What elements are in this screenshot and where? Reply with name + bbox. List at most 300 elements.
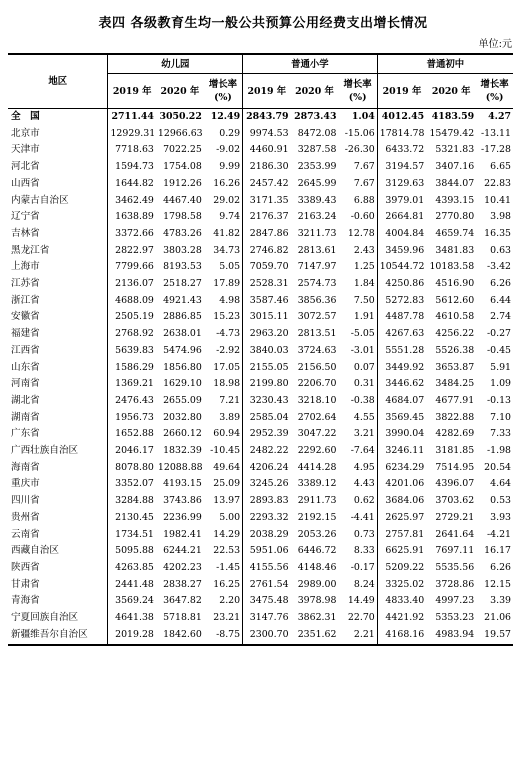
value-cell: 4256.22: [435, 328, 475, 340]
value-cell: 6.65: [490, 161, 511, 173]
value-cell: 17814.78: [379, 127, 425, 139]
value-cell: 6433.72: [385, 144, 425, 156]
value-cell: 2482.22: [249, 445, 289, 457]
value-cell: 2199.80: [249, 378, 289, 390]
value-cell: 5095.88: [115, 545, 154, 557]
value-cell: 2038.29: [249, 528, 289, 540]
value-cell: 1638.89: [115, 211, 154, 223]
group-header-junior: 普通初中: [377, 54, 513, 74]
value-cell: 2353.99: [297, 161, 337, 173]
value-cell: 8078.80: [115, 461, 154, 473]
value-cell: 10544.72: [379, 261, 425, 273]
value-cell: 3459.96: [385, 244, 425, 256]
value-cell: -0.45: [486, 344, 511, 356]
value-cell: 3684.06: [385, 495, 425, 507]
value-cell: -2.92: [204, 343, 243, 360]
value-cell: 3569.45: [385, 411, 425, 423]
value-cell: 4250.86: [385, 278, 425, 290]
col-header-year2019: 2019 年: [382, 85, 422, 97]
value-cell: 4641.38: [115, 612, 154, 624]
value-cell: 17.05: [204, 360, 243, 377]
value-cell: 16.35: [484, 227, 511, 239]
value-cell: 3653.87: [435, 361, 475, 373]
region-cell: 四川省: [8, 493, 108, 510]
region-cell: 河南省: [8, 376, 108, 393]
value-cell: 22.53: [204, 543, 243, 560]
col-header-year2020: 2020 年: [431, 85, 471, 97]
value-cell: 4467.40: [163, 194, 202, 206]
value-cell: 3352.07: [115, 478, 154, 490]
value-cell: 6.44: [490, 294, 511, 306]
table-row: [8, 293, 513, 310]
table-row: [8, 627, 513, 645]
value-cell: 7.67: [338, 159, 377, 176]
col-header-growth: 增长率(%): [204, 74, 243, 109]
value-cell: 2813.61: [297, 244, 337, 256]
table-row: [8, 209, 513, 226]
value-cell: 2664.81: [385, 211, 425, 223]
value-cell: 3325.02: [385, 578, 425, 590]
value-cell: 1.04: [338, 109, 377, 126]
value-cell: 2441.48: [115, 578, 154, 590]
value-cell: 16.26: [204, 176, 243, 193]
value-cell: 0.62: [338, 493, 377, 510]
region-cell: 湖北省: [8, 393, 108, 410]
value-cell: 7.67: [338, 176, 377, 193]
value-cell: 2046.17: [115, 445, 154, 457]
value-cell: 0.29: [204, 126, 243, 143]
group-header-primary: 普通小学: [243, 54, 378, 74]
region-cell: 河北省: [8, 159, 108, 176]
value-cell: 16.25: [204, 577, 243, 594]
value-cell: 4983.94: [426, 627, 476, 645]
value-cell: 4206.24: [249, 461, 289, 473]
value-cell: 2638.01: [163, 328, 202, 340]
value-cell: 34.73: [204, 243, 243, 260]
value-cell: 2847.86: [249, 227, 289, 239]
value-cell: 3.89: [204, 410, 243, 427]
value-cell: 4201.06: [385, 478, 425, 490]
value-cell: 2.43: [338, 243, 377, 260]
value-cell: 3389.43: [297, 194, 337, 206]
value-cell: 2585.04: [249, 411, 289, 423]
value-cell: 4012.45: [381, 111, 425, 122]
value-cell: 2.20: [204, 593, 243, 610]
value-cell: 2711.44: [111, 111, 154, 122]
value-cell: 18.98: [204, 376, 243, 393]
value-cell: 15.23: [204, 309, 243, 326]
unit-label: 单位:元: [478, 39, 512, 50]
value-cell: 2192.15: [297, 511, 337, 523]
value-cell: 5.05: [204, 259, 243, 276]
value-cell: 1652.88: [115, 428, 154, 440]
value-cell: 1832.39: [163, 445, 202, 457]
value-cell: 7022.25: [163, 144, 202, 156]
value-cell: 3803.28: [163, 244, 202, 256]
value-cell: 49.64: [204, 460, 243, 477]
table-row: [8, 393, 513, 410]
value-cell: 15479.42: [429, 127, 475, 139]
value-cell: 60.94: [204, 426, 243, 443]
table-row: [8, 476, 513, 493]
value-cell: 3.39: [490, 595, 511, 607]
value-cell: 7514.95: [435, 461, 475, 473]
table-body: [8, 109, 513, 645]
value-cell: 4610.58: [435, 311, 475, 323]
table-row: [8, 410, 513, 427]
value-cell: 3050.22: [159, 111, 202, 122]
value-cell: 4148.46: [297, 561, 337, 573]
value-cell: 5551.28: [385, 344, 425, 356]
value-cell: 19.57: [476, 627, 513, 645]
value-cell: 3862.31: [297, 612, 337, 624]
value-cell: 4516.90: [435, 278, 475, 290]
value-cell: 4414.28: [297, 461, 337, 473]
value-cell: 3211.73: [297, 227, 337, 239]
value-cell: 2206.70: [297, 378, 337, 390]
value-cell: 0.63: [490, 244, 511, 256]
value-cell: 4168.16: [377, 627, 426, 645]
table-row: [8, 276, 513, 293]
table-row: [8, 126, 513, 143]
table-row: [8, 259, 513, 276]
col-header-year2020: 2020 年: [295, 85, 334, 97]
region-cell: 安徽省: [8, 309, 108, 326]
value-cell: -17.28: [480, 144, 511, 156]
value-cell: 3245.26: [249, 478, 289, 490]
region-cell: 山东省: [8, 360, 108, 377]
value-cell: 3246.11: [385, 445, 425, 457]
region-cell: 浙江省: [8, 293, 108, 310]
value-cell: 2757.81: [385, 528, 425, 540]
value-cell: -1.45: [204, 560, 243, 577]
value-cell: 3703.62: [435, 495, 475, 507]
value-cell: 1629.10: [163, 378, 202, 390]
value-cell: 5209.22: [385, 561, 425, 573]
value-cell: 22.83: [484, 177, 511, 189]
table-row: [8, 142, 513, 159]
value-cell: 2.74: [490, 311, 511, 323]
value-cell: 17.89: [204, 276, 243, 293]
col-header-year2019: 2019 年: [247, 85, 287, 97]
value-cell: 3840.03: [249, 344, 289, 356]
value-cell: 7.21: [204, 393, 243, 410]
value-cell: 7718.63: [115, 144, 154, 156]
value-cell: 2645.99: [297, 177, 337, 189]
value-cell: 4263.85: [115, 561, 154, 573]
value-cell: 3147.76: [249, 612, 289, 624]
value-cell: 3.93: [490, 511, 511, 523]
value-cell: 2505.19: [115, 311, 154, 323]
value-cell: 2893.83: [249, 495, 289, 507]
value-cell: -4.73: [204, 326, 243, 343]
value-cell: 1798.58: [163, 211, 202, 223]
value-cell: -7.64: [338, 443, 377, 460]
value-cell: 4202.23: [163, 561, 202, 573]
region-cell: 辽宁省: [8, 209, 108, 226]
value-cell: 3844.07: [435, 177, 475, 189]
value-cell: 2476.43: [115, 394, 154, 406]
value-cell: 4688.09: [115, 294, 154, 306]
value-cell: 0.31: [338, 376, 377, 393]
value-cell: 8193.53: [163, 261, 202, 273]
value-cell: 2.21: [338, 627, 377, 645]
region-cell: 内蒙古自治区: [8, 193, 108, 210]
value-cell: 5272.83: [385, 294, 425, 306]
value-cell: 2843.79: [246, 111, 289, 122]
table-row: [8, 243, 513, 260]
value-cell: 2911.73: [297, 495, 337, 507]
value-cell: 9974.53: [249, 127, 289, 139]
value-cell: 2292.60: [297, 445, 337, 457]
value-cell: 3647.82: [163, 595, 202, 607]
value-cell: 7.50: [338, 293, 377, 310]
value-cell: 3.21: [338, 426, 377, 443]
table-row: [8, 226, 513, 243]
col-header-year2019: 2019 年: [112, 85, 152, 97]
value-cell: 8.24: [338, 577, 377, 594]
table-row: [8, 176, 513, 193]
value-cell: 4183.59: [431, 111, 475, 122]
value-cell: 4.98: [204, 293, 243, 310]
value-cell: 2130.45: [115, 511, 154, 523]
value-cell: 3287.58: [297, 144, 337, 156]
value-cell: 3181.85: [435, 445, 475, 457]
value-cell: 2457.42: [249, 177, 289, 189]
value-cell: 4.27: [488, 111, 511, 122]
value-cell: 1734.51: [115, 528, 154, 540]
region-cell: 云南省: [8, 527, 108, 544]
value-cell: 4460.91: [249, 144, 289, 156]
region-cell: 福建省: [8, 326, 108, 343]
value-cell: 2641.64: [435, 528, 475, 540]
value-cell: -0.27: [486, 328, 511, 340]
value-cell: 1912.26: [163, 177, 202, 189]
value-cell: 6.26: [490, 278, 511, 290]
value-cell: 4.95: [338, 460, 377, 477]
value-cell: 3822.88: [435, 411, 475, 423]
value-cell: 3171.35: [249, 194, 289, 206]
value-cell: -0.60: [338, 209, 377, 226]
table-title: 表四 各级教育生均一般公共预算公用经费支出增长情况: [98, 16, 428, 31]
value-cell: 23.21: [204, 610, 243, 627]
value-cell: -26.30: [338, 142, 377, 159]
value-cell: 3129.63: [385, 177, 425, 189]
value-cell: 4.55: [338, 410, 377, 427]
value-cell: -3.42: [486, 261, 511, 273]
value-cell: -4.21: [486, 528, 511, 540]
value-cell: 2176.37: [249, 211, 289, 223]
value-cell: -9.02: [204, 142, 243, 159]
table-row: [8, 460, 513, 477]
region-cell: 上海市: [8, 259, 108, 276]
table-row: [8, 343, 513, 360]
value-cell: 5535.56: [435, 561, 475, 573]
value-cell: 4487.78: [385, 311, 425, 323]
value-cell: 4004.84: [385, 227, 425, 239]
value-cell: -0.13: [486, 394, 511, 406]
value-cell: 12.78: [338, 226, 377, 243]
region-cell: 黑龙江省: [8, 243, 108, 260]
value-cell: 5.00: [204, 510, 243, 527]
value-cell: 1842.60: [156, 627, 204, 645]
region-cell: 天津市: [8, 142, 108, 159]
value-cell: 5612.60: [435, 294, 475, 306]
value-cell: 7799.66: [115, 261, 154, 273]
value-cell: 5951.06: [249, 545, 289, 557]
region-cell: 陕西省: [8, 560, 108, 577]
value-cell: 14.49: [338, 593, 377, 610]
value-cell: 0.07: [338, 360, 377, 377]
value-cell: -5.05: [338, 326, 377, 343]
value-cell: 2032.80: [163, 411, 202, 423]
value-cell: 6446.72: [297, 545, 337, 557]
table-row: [8, 309, 513, 326]
value-cell: 2770.80: [435, 211, 475, 223]
value-cell: -4.41: [338, 510, 377, 527]
value-cell: 20.54: [484, 461, 511, 473]
value-cell: 2019.28: [108, 627, 156, 645]
value-cell: 29.02: [204, 193, 243, 210]
value-cell: 6244.21: [163, 545, 202, 557]
value-cell: 2655.09: [163, 394, 202, 406]
value-cell: 2574.73: [297, 278, 337, 290]
value-cell: 3724.63: [297, 344, 337, 356]
value-cell: -8.75: [204, 627, 243, 645]
value-cell: 4267.63: [385, 328, 425, 340]
value-cell: 5353.23: [435, 612, 475, 624]
value-cell: 2952.39: [249, 428, 289, 440]
value-cell: 3407.16: [435, 161, 475, 173]
value-cell: -15.06: [338, 126, 377, 143]
value-cell: 1644.82: [115, 177, 154, 189]
value-cell: 7697.11: [435, 545, 475, 557]
table-row: [8, 610, 513, 627]
value-cell: 3743.86: [163, 495, 202, 507]
table-row: [8, 376, 513, 393]
value-cell: 3978.98: [297, 595, 337, 607]
value-cell: 3587.46: [249, 294, 289, 306]
table-row: [8, 527, 513, 544]
value-cell: 12966.63: [157, 127, 203, 139]
value-cell: 2300.70: [243, 627, 291, 645]
col-header-year2020: 2020 年: [160, 85, 200, 97]
table-row: [8, 543, 513, 560]
group-header-kindergarten: 幼儿园: [108, 54, 243, 74]
region-cell: 广西壮族自治区: [8, 443, 108, 460]
region-cell: 吉林省: [8, 226, 108, 243]
value-cell: 1.09: [490, 378, 511, 390]
value-cell: 7.10: [490, 411, 511, 423]
value-cell: 3462.49: [115, 194, 154, 206]
value-cell: 3481.83: [435, 244, 475, 256]
value-cell: 21.06: [484, 612, 511, 624]
table-row: [8, 360, 513, 377]
value-cell: 2660.12: [163, 428, 202, 440]
value-cell: 2136.07: [115, 278, 154, 290]
value-cell: 5526.38: [435, 344, 475, 356]
value-cell: 1956.73: [115, 411, 154, 423]
table-row: [8, 193, 513, 210]
table-row: [8, 560, 513, 577]
value-cell: 2886.85: [163, 311, 202, 323]
value-cell: 1594.73: [115, 161, 154, 173]
value-cell: 25.09: [204, 476, 243, 493]
value-cell: 6625.91: [385, 545, 425, 557]
value-cell: 2351.62: [291, 627, 339, 645]
value-cell: 3372.66: [115, 227, 154, 239]
value-cell: 1982.41: [163, 528, 202, 540]
value-cell: 3728.86: [435, 578, 475, 590]
table-row: [8, 109, 513, 126]
value-cell: 4783.26: [163, 227, 202, 239]
region-cell: 全 国: [8, 109, 108, 126]
value-cell: 1369.21: [115, 378, 154, 390]
value-cell: 5474.96: [163, 344, 202, 356]
value-cell: 14.29: [204, 527, 243, 544]
value-cell: 3449.92: [385, 361, 425, 373]
value-cell: 12.15: [484, 578, 511, 590]
region-cell: 新疆维吾尔自治区: [8, 627, 108, 645]
value-cell: 12088.88: [157, 461, 203, 473]
table-header: [8, 54, 513, 109]
value-cell: 4659.74: [435, 227, 475, 239]
expenditure-table: [8, 53, 513, 646]
value-cell: 3047.22: [297, 428, 337, 440]
value-cell: 12929.31: [110, 127, 156, 139]
value-cell: 2873.43: [294, 111, 337, 122]
value-cell: 5639.83: [115, 344, 154, 356]
value-cell: 3990.04: [385, 428, 425, 440]
value-cell: 1.91: [338, 309, 377, 326]
value-cell: 2813.51: [297, 328, 337, 340]
value-cell: 3072.57: [297, 311, 337, 323]
value-cell: 4155.56: [249, 561, 289, 573]
value-cell: 9.99: [204, 159, 243, 176]
value-cell: 4421.92: [385, 612, 425, 624]
region-cell: 江苏省: [8, 276, 108, 293]
table-row: [8, 593, 513, 610]
value-cell: 5.91: [490, 361, 511, 373]
region-cell: 重庆市: [8, 476, 108, 493]
value-cell: 1.25: [338, 259, 377, 276]
value-cell: 2768.92: [115, 328, 154, 340]
value-cell: 10.41: [484, 194, 511, 206]
table-row: [8, 443, 513, 460]
table-row: [8, 510, 513, 527]
value-cell: 3.98: [490, 211, 511, 223]
value-cell: 2729.21: [435, 511, 475, 523]
table-row: [8, 493, 513, 510]
value-cell: 2822.97: [115, 244, 154, 256]
region-cell: 宁夏回族自治区: [8, 610, 108, 627]
value-cell: 3218.10: [297, 394, 337, 406]
value-cell: 2236.99: [163, 511, 202, 523]
value-cell: 12.49: [204, 109, 243, 126]
value-cell: 3015.11: [249, 311, 289, 323]
value-cell: 1586.29: [115, 361, 154, 373]
value-cell: 13.97: [204, 493, 243, 510]
value-cell: 2963.20: [249, 328, 289, 340]
value-cell: -1.98: [486, 445, 511, 457]
value-cell: 4.64: [490, 478, 511, 490]
value-cell: 5321.83: [435, 144, 475, 156]
value-cell: 3446.62: [385, 378, 425, 390]
value-cell: 2155.05: [249, 361, 289, 373]
value-cell: 4997.23: [435, 595, 475, 607]
region-cell: 青海省: [8, 593, 108, 610]
value-cell: 4396.07: [435, 478, 475, 490]
